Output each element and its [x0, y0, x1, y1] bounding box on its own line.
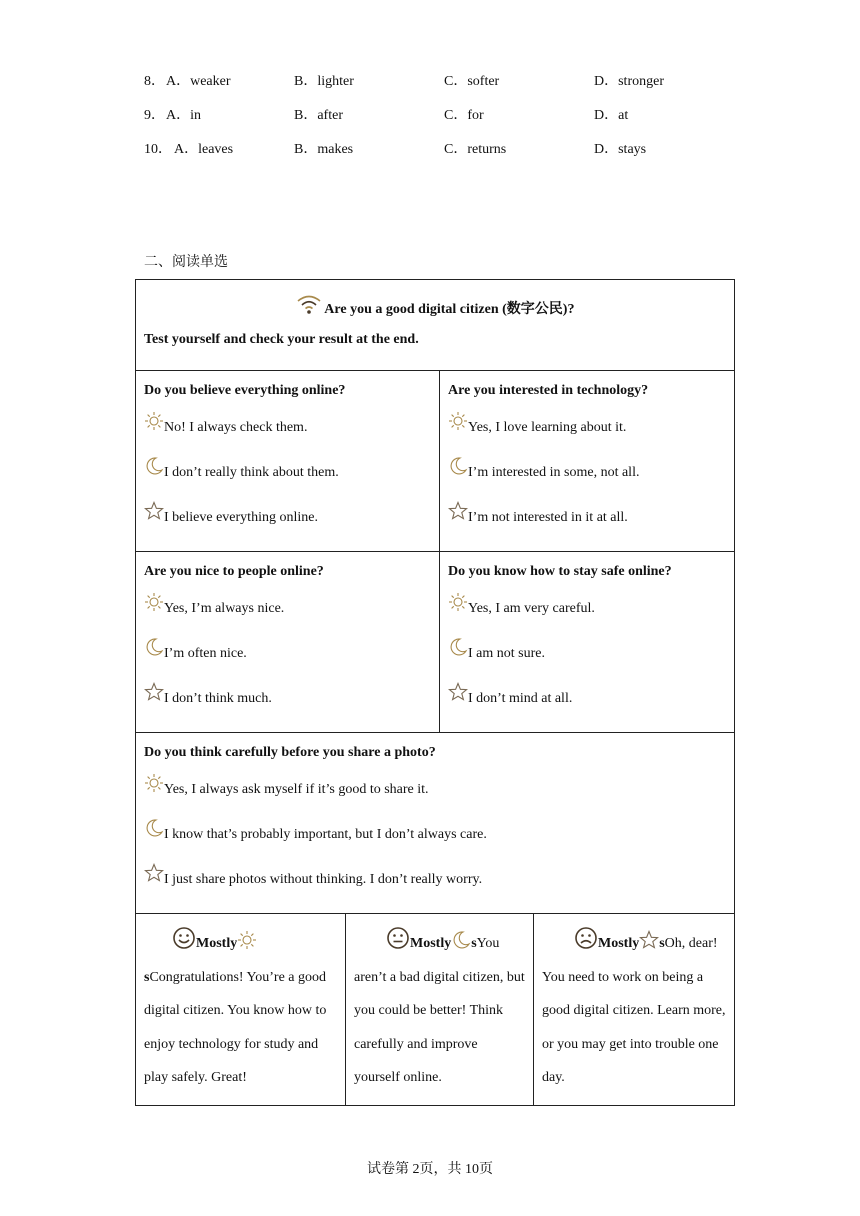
moon-icon: [144, 818, 164, 838]
option-c: C．returns: [444, 142, 507, 157]
answer-star: I’m not interested in it at all.: [448, 507, 726, 537]
quiz-title: Are you a good digital citizen (数字公民)?: [324, 302, 575, 317]
option-a: A．in: [166, 108, 201, 123]
star-icon: [144, 863, 164, 883]
wifi-icon: [296, 293, 322, 315]
sun-icon: [144, 411, 164, 431]
question-cell: [136, 371, 440, 552]
answer-moon: I know that’s probably important, but I don’t always care.: [144, 824, 726, 869]
sun-icon: [144, 773, 164, 793]
star-icon: [448, 501, 468, 521]
moon-icon: [451, 930, 471, 950]
result-text: Mostly sYou aren’t a bad digital citizen, but you could be better! Think carefully and improve yourself online.: [354, 926, 525, 1095]
neutral-face-icon: [386, 926, 410, 950]
page-footer: 试卷第 2页，共 10页: [367, 1162, 493, 1177]
question-text: Do you know how to stay safe online?: [448, 564, 672, 579]
star-icon: [144, 682, 164, 702]
results-row: [136, 914, 735, 1106]
question-number: 9．: [144, 108, 165, 123]
option-a: A．leaves: [174, 142, 234, 157]
option-c: C．for: [444, 108, 484, 123]
option-d: D．stronger: [594, 74, 664, 89]
answer-moon: I’m often nice.: [144, 643, 431, 688]
question-cell: [136, 552, 440, 733]
answer-moon: I don’t really think about them.: [144, 462, 431, 507]
sun-icon: [237, 930, 257, 950]
result-text: Mostly sOh, dear! You need to work on being a good digital citizen. Learn more, or you may get into trouble one day.: [542, 926, 726, 1095]
quiz-table: [135, 279, 735, 1106]
question-number: 8．: [144, 74, 165, 89]
question-text: Do you think carefully before you share a photo?: [144, 745, 436, 760]
answer-star: I believe everything online.: [144, 507, 431, 537]
option-a: A．weaker: [166, 74, 231, 89]
quiz-subtitle: Test yourself and check your result at the end.: [144, 332, 419, 347]
question-row-3: [136, 733, 735, 914]
sun-icon: [448, 592, 468, 612]
question-cell: [440, 552, 735, 733]
option-b: B．makes: [294, 142, 354, 157]
question-text: Do you believe everything online?: [144, 383, 346, 398]
question-cell: [440, 371, 735, 552]
answer-moon: I am not sure.: [448, 643, 726, 688]
star-icon: [144, 501, 164, 521]
question-text: Are you nice to people online?: [144, 564, 324, 579]
option-c: C．softer: [444, 74, 500, 89]
answer-star: I just share photos without thinking. I don’t really worry.: [144, 869, 726, 899]
answer-sun: No! I always check them.: [144, 417, 431, 462]
option-b: B．lighter: [294, 74, 354, 89]
option-d: D．stays: [594, 142, 647, 157]
question-row-1: [136, 371, 735, 552]
quiz-header-cell: [136, 280, 735, 371]
section-title: 二、阅读单选: [144, 255, 228, 270]
smiley-face-icon: [172, 926, 196, 950]
result-text: MostlysCongratulations! You’re a good digital citizen. You know how to enjoy technology for study and play safely. Great!: [144, 926, 337, 1095]
result-cell-moon: [346, 914, 534, 1106]
moon-icon: [448, 456, 468, 476]
question-row-2: [136, 552, 735, 733]
moon-icon: [144, 456, 164, 476]
question-text: Are you interested in technology?: [448, 383, 649, 398]
answer-sun: Yes, I love learning about it.: [448, 417, 726, 462]
answer-sun: Yes, I always ask myself if it’s good to share it.: [144, 779, 726, 824]
option-d: D．at: [594, 108, 629, 123]
moon-icon: [144, 637, 164, 657]
option-b: B．after: [294, 108, 343, 123]
question-cell: [136, 733, 735, 914]
quiz-title-line: [144, 293, 726, 329]
quiz-header-row: [136, 280, 735, 371]
sad-face-icon: [574, 926, 598, 950]
answer-sun: Yes, I’m always nice.: [144, 598, 431, 643]
answer-star: I don’t mind at all.: [448, 688, 726, 718]
result-cell-star: [534, 914, 735, 1106]
sun-icon: [448, 411, 468, 431]
question-number: 10．: [144, 142, 172, 157]
answer-star: I don’t think much.: [144, 688, 431, 718]
moon-icon: [448, 637, 468, 657]
answer-sun: Yes, I am very careful.: [448, 598, 726, 643]
star-icon: [639, 930, 659, 950]
sun-icon: [144, 592, 164, 612]
result-cell-sun: [136, 914, 346, 1106]
answer-moon: I’m interested in some, not all.: [448, 462, 726, 507]
star-icon: [448, 682, 468, 702]
